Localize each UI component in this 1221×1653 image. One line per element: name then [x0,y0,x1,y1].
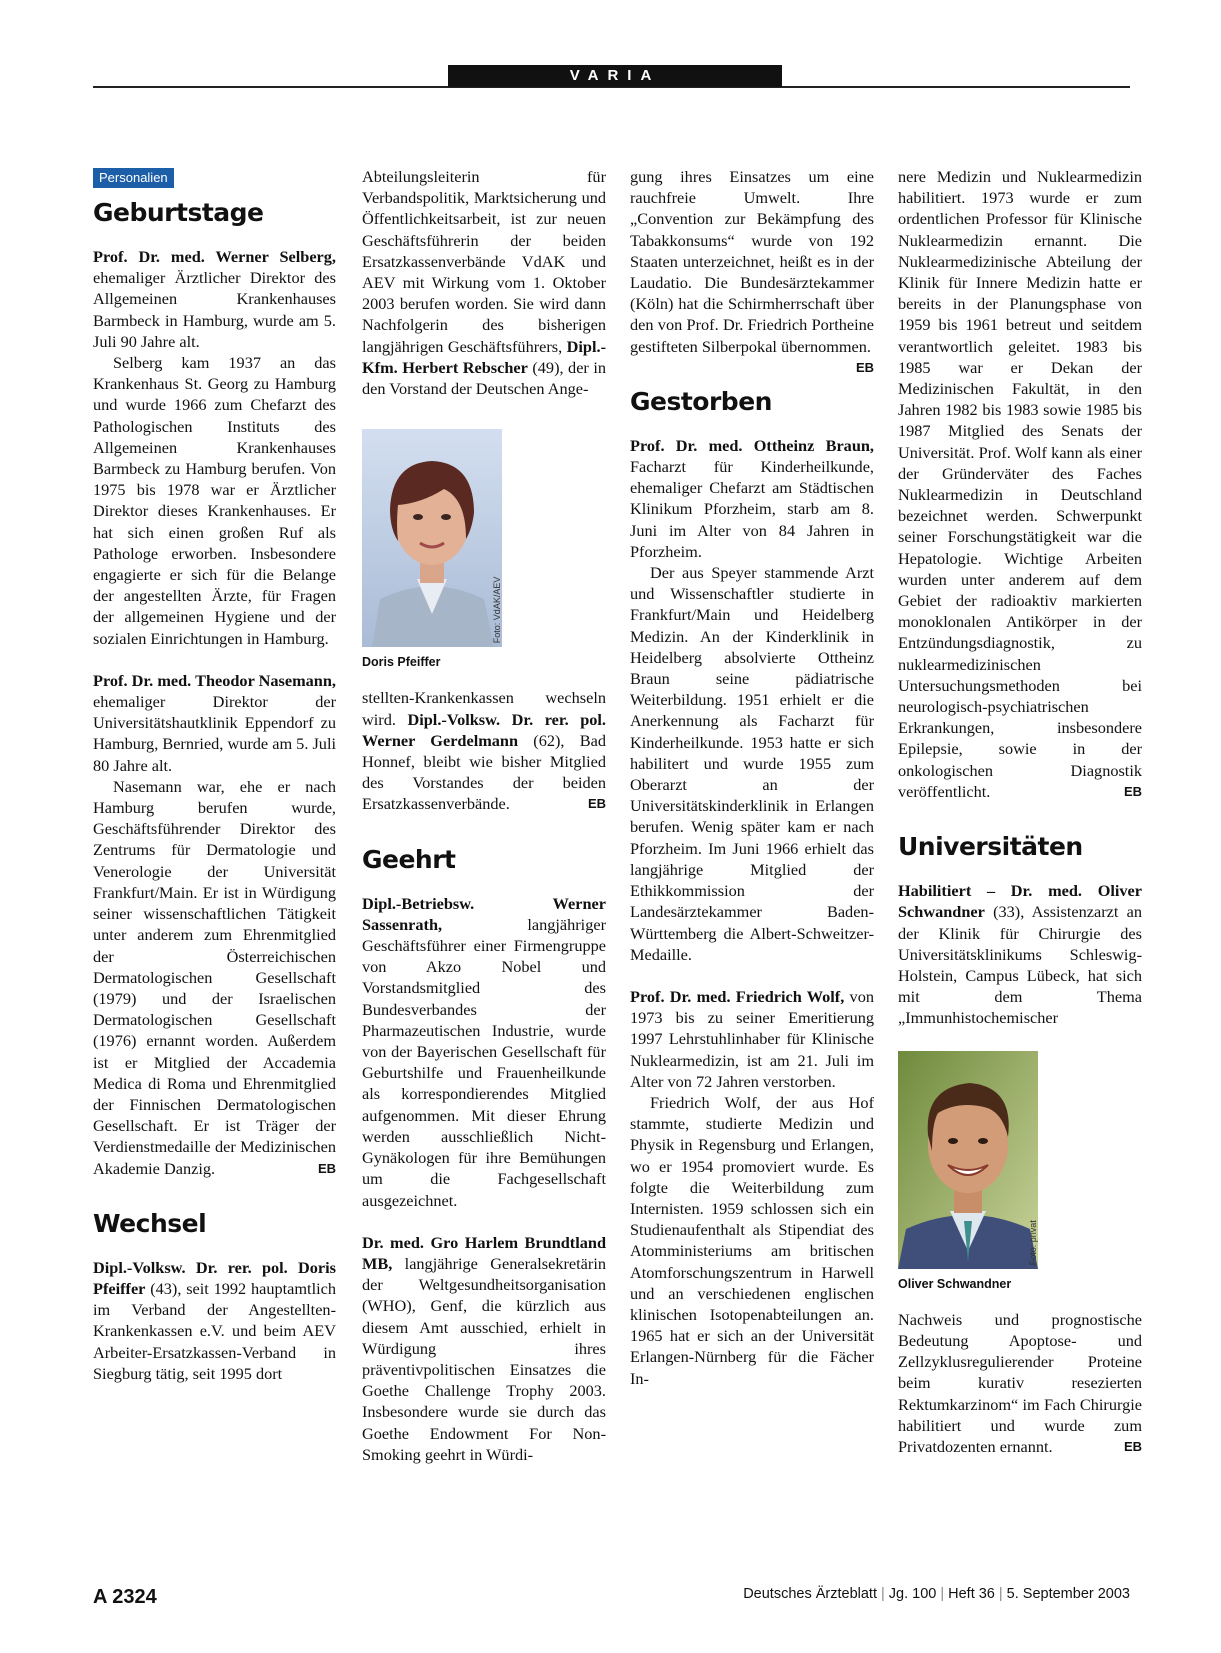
page-number: A 2324 [93,1586,157,1608]
photo-caption: Doris Pfeiffer [362,655,441,670]
heading-geburtstage: Geburtstage [93,198,264,227]
portrait-pfeiffer-illustration [362,429,502,647]
category-tag: Personalien [93,168,174,188]
photo-credit: Foto: privat [1027,1219,1038,1265]
column-3 [630,166,874,1389]
portrait-image [898,1051,1038,1269]
paragraph-wolf-bio: Friedrich Wolf, der aus Hof stammte, studierte Medizin und Physik in Regensburg und Erlangen, wo er 1954 promoviert wurde. Es folgte die Weiterbildung zum Internisten. 1959 schlossen sich ein Studienaufenthalt als Stipendiat des Atomministeriums am britischen Atomforschungszentrum in Harwell und an verschiedenen englischen klinischen Isotopenabteilungen an. 1965 hat er sich an der Universität Erlangen-Nürnberg für die Fächer In- [630,1092,874,1388]
portrait-image [362,429,502,647]
journal-date: 5. September 2003 [1006,1586,1130,1602]
entry-brundtland: Dr. med. Gro Harlem Brundtland MB, langjährige Generalsekretärin der Weltgesundheitsorganisation (WHO), Genf, die kürzlich aus diesem Amt ausschied, erhielt in Würdigung ihres präventivpolitischen Einsatzes die Goethe Challenge Trophy 2003. Insbesondere wurde sie durch das Goethe Endowment For Non-Smoking geehrt in Würdi- [362,1232,606,1464]
portrait-schwandner-illustration [898,1051,1038,1269]
journal-info: Deutsches Ärzteblatt | Jg. 100 | Heft 36 | 5. September 2003 [743,1586,1130,1602]
heading-universitaeten: Universitäten [898,832,1083,862]
heading-wechsel: Wechsel [93,1208,207,1238]
journal-issue: Heft 36 [948,1586,995,1602]
author-initials: EB [317,1160,336,1176]
journal-name: Deutsches Ärzteblatt [743,1586,877,1602]
author-initials: EB [587,796,606,812]
section-header: VARIA [448,65,782,87]
paragraph-nasemann-bio: Nasemann war, ehe er nach Hamburg berufen wurde, Geschäftsführender Direktor des Zentrums für Dermatologie und Venerologie der Universität Frankfurt/Main. Er ist in Würdigung seiner wissenschaftlichen Tätigkeit unter anderem zum Ehrenmitglied der Österreichischen Dermatologischen Gesellschaft (1979) und der Israelischen Dermatologischen Gesellschaft (1976) ernannt worden. Außerdem ist er Mitglied der Accademia Medica di Roma und Ehrenmitglied der Finnischen Dermatologischen Gesellschaft. Er ist Träger der Verdienstmedaille der Medizinischen Akademie Danzig. EB [93,776,336,1178]
paragraph-pfeiffer-cont: Abteilungsleiterin für Verbandspolitik, Marktsicherung und Öffentlichkeitsarbeit, ist zur neuen Geschäftsführerin der beiden Ersatzkassenverbände VdAK und AEV mit Wirkung vom 1. Oktober 2003 berufen worden. Sie wird dann Nachfolgerin des bisherigen langjährigen Geschäftsführers, Dipl.-Kfm. Herbert Rebscher (49), der in den Vorstand der Deutschen Ange- [362,167,607,399]
heading-gestorben: Gestorben [630,386,772,416]
entry-sassenrath: Dipl.-Betriebsw. Werner Sassenrath, langjähriger Geschäftsführer einer Firmengruppe von Akzo Nobel und Vorstandsmitglied des Bundesverbandes der Pharmazeutischen Industrie, wurde von der Bayerischen Gesellschaft für Geburtshilfe und Frauenheilkunde als korrespondierendes Mitglied aufgenommen. Mit dieser Ehrung werden ausschließlich Nicht-Gynäkologen für ihre Bemühungen um die Fachgesellschaft ausgezeichnet. [362,893,606,1210]
photo-credit: Foto: VdAK/AEV [491,576,502,644]
paragraph-wolf-cont: nere Medizin und Nuklearmedizin habilitiert. 1973 wurde er zum ordentlichen Professor für Klinische Nuklearmedizin ernannt. Die Nuklearmedizinische Abteilung der Klinik für Innere Medizin hatte er bereits in der Planungsphase von 1959 bis 1961 betreut und seitdem verantwortlich geleitet. 1983 bis 1985 war er Dekan der Medizinischen Fakultät, in den Jahren 1982 bis 1983 sowie 1985 bis 1987 Mitglied des Senats der Universität. Prof. Wolf kann als einer der Gründerväter des Faches Nuklearmedizin in Deutschland bezeichnet werden. Schwerpunkt seiner Forschungstätigkeit war die Hepatologie. Wichtige Arbeiten wurden unter anderem auf dem Gebiet der radioaktiv markierten monoklonalen Antikörper in der Entzündungsdiagnostik, zu nuklearmedizinischen Untersuchungsmethoden bei neurologisch-psychiatrischen Erkrankungen, insbesondere Epilepsie, sowie in der onkologischen Diagnostik veröffentlicht. EB [898,167,1142,801]
entry-selberg: Prof. Dr. med. Werner Selberg, ehemaliger Ärztlicher Direktor des Allgemeinen Krankenhauses Barmbeck in Hamburg, wurde am 5. Juli 90 Jahre alt. [93,247,336,351]
column-1 [93,166,336,1384]
entry-wolf: Prof. Dr. med. Friedrich Wolf, von 1973 bis zu seiner Emeritierung 1997 Lehrstuhlinhaber für Klinische Nuklearmedizin, ist am 21. Juli im Alter von 72 Jahren verstorben. [630,986,874,1091]
entry-schwandner: Habilitiert – Dr. med. Oliver Schwandner (33), Assistenzarzt an der Klinik für Chirurgie des Universitätsklinikums Schleswig-Holstein, Campus Lübeck, hat sich mit dem Thema „Immunhistochemischer [898,881,1142,1028]
author-initials: EB [1123,783,1142,799]
journal-volume: Jg. 100 [888,1586,937,1602]
column-2 [362,166,606,1465]
photo-caption: Oliver Schwandner [898,1276,1012,1291]
paragraph-gerdelmann: stellten-Krankenkassen wechseln wird. Dipl.-Volksw. Dr. rer. pol. Werner Gerdelmann (62), Bad Honnef, bleibt wie bisher Mitglied des Vorstandes der beiden Ersatzkassenverbände. EB [362,688,607,814]
paragraph-schwandner-cont: Nachweis und prognostische Bedeutung Apoptose- und Zellzyklusregulierender Proteine beim kurativ resezierten Rektumkarzinom“ im Fach Chirurgie habilitiert und wurde zum Privatdozenten ernannt. EB [898,1309,1142,1456]
author-initials: EB [1123,1438,1142,1454]
author-initials: EB [855,359,874,375]
entry-pfeiffer: Dipl.-Volksw. Dr. rer. pol. Doris Pfeiffer (43), seit 1992 hauptamtlich im Verband der Angestellten-Krankenkassen e.V. und beim AEV Arbeiter-Ersatzkassen-Verband in Siegburg tätig, seit 1995 dort [93,1257,336,1383]
entry-nasemann: Prof. Dr. med. Theodor Nasemann, ehemaliger Direktor der Universitätshautklinik Eppendorf zu Hamburg, Bernried, wurde am 5. Juli 80 Jahre alt. [93,670,336,775]
entry-braun: Prof. Dr. med. Ottheinz Braun, Facharzt für Kinderheilkunde, ehemaliger Chefarzt am Städtischen Klinikum Pforzheim, starb am 8. Juni im Alter von 84 Jahren in Pforzheim. [630,435,874,561]
paragraph-brundtland-cont: gung ihres Einsatzes um eine rauchfreie Umwelt. Ihre „Convention zur Bekämpfung des Tabakkonsums“ wurde von 192 Staaten unterzeichnet, heißt es in der Laudatio. Die Bundesärztekammer (Köln) hat die Schirmherrschaft über den von Prof. Dr. Friedrich Portheine gestifteten Silberpokal übernommen. EB [630,166,874,357]
photo-doris-pfeiffer [362,429,606,673]
photo-oliver-schwandner [898,1051,1142,1295]
paragraph-braun-bio: Der aus Speyer stammende Arzt und Wissenschaftler studierte in Frankfurt/Main und Heidelberg Medizin. An der Kinderklinik in Heidelberg absolvierte Ottheinz Braun seine pädiatrische Weiterbildung. 1951 erhielt er die Anerkennung als Facharzt für Kinderheilkunde. 1953 hatte er sich habilitert und wurde 1955 zum Oberarzt an der Universitätskinderklinik in Erlangen berufen. Wenig später kam er nach Pforzheim. Im Juni 1966 erhielt das langjährige Mitglied der Ethikkommission der Landesärztekammer Baden-Württemberg die Albert-Schweitzer-Medaille. [630,563,874,964]
column-4 [898,166,1142,1457]
paragraph-selberg-bio: Selberg kam 1937 an das Krankenhaus St. Georg zu Hamburg und wurde 1966 zum Chefarzt des Pathologischen Instituts des Allgemeinen Krankenhauses Barmbeck zu Hamburg berufen. Von 1975 bis 1978 war er Ärztlicher Direktor dieses Krankenhauses. Er hat sich einen großen Ruf als Pathologe erworben. Insbesondere engagierte er sich für die Belange der angestellten Ärzte, für Fragen der allgemeinen Hygiene und der sozialen Einrichtungen in Hamburg. [93,353,336,648]
heading-geehrt: Geehrt [362,844,456,874]
